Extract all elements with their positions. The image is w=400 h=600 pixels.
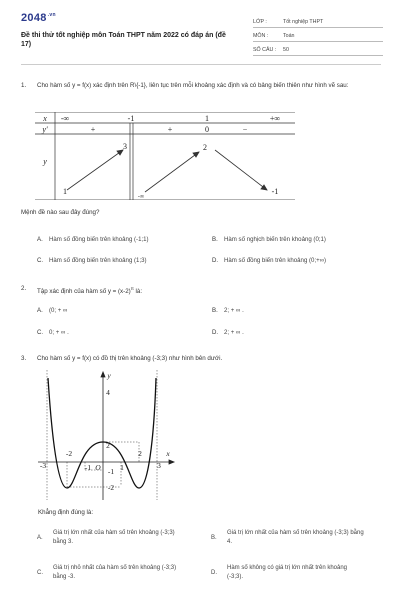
table-sign: − xyxy=(242,125,248,134)
variation-table xyxy=(35,112,295,200)
option-b[interactable]: B. 2; + ∞ . xyxy=(212,307,244,314)
graph-origin: O xyxy=(95,463,101,472)
meta-count: SỐ CÂU : 50 xyxy=(253,47,383,53)
option-c[interactable]: C. 0; + ∞ . xyxy=(37,329,69,336)
option-b[interactable]: B. Hàm số nghịch biến trên khoảng (0;1) xyxy=(212,236,326,243)
graph-y-label: y xyxy=(107,371,111,380)
question-1-prompt: Mệnh đề nào sau đây đúng? xyxy=(21,209,100,216)
graph-label: -1 xyxy=(84,463,92,472)
graph-label: -2 xyxy=(107,483,115,492)
table-sign: 0 xyxy=(205,125,209,134)
graph-label: -2 xyxy=(65,449,73,458)
table-yprime-label: y' xyxy=(42,125,48,134)
site-logo[interactable]: $2048^{.vn}$ xyxy=(21,12,56,24)
meta-class: LỚP : Tốt nghiệp THPT xyxy=(253,19,383,25)
graph-label: 4 xyxy=(106,388,110,397)
option-d[interactable]: D. Hàm số đồng biến trên khoảng (0;+∞) xyxy=(212,257,327,264)
option-d[interactable]: D. Hàm số không có giá trị lớn nhất trên khoảng (-3;3). xyxy=(211,565,348,580)
table-x-val: -∞ xyxy=(60,114,70,123)
option-a[interactable]: A. Hàm số đồng biến trên khoảng (-1;1) xyxy=(37,236,149,243)
table-x-val: 1 xyxy=(205,114,209,123)
table-sign: + xyxy=(167,125,173,134)
graph-label: 1 xyxy=(120,463,124,472)
table-x-val: +∞ xyxy=(269,114,281,123)
option-a[interactable]: A. (0; + ∞ xyxy=(37,307,68,314)
question-3-prompt: Khẳng định đúng là: xyxy=(38,509,94,516)
function-graph xyxy=(38,370,176,500)
option-c[interactable]: C. Hàm số đồng biến trên khoảng (1;3) xyxy=(37,257,147,264)
graph-label: 3 xyxy=(157,461,161,470)
table-y-val: 3 xyxy=(123,142,127,151)
table-y-label: y xyxy=(43,157,47,166)
function-curve xyxy=(48,378,156,488)
table-x-val: -1 xyxy=(127,114,135,123)
question-text: Cho hàm số y = f(x) có đồ thị trên khoảng (-3;3) như hình bên dưới. xyxy=(37,355,223,362)
option-c[interactable]: C. Giá trị nhỏ nhất của hàm số trên khoảng (-3;3) bằng -3. xyxy=(37,565,177,580)
graph-label: -3 xyxy=(39,461,47,470)
page: $2048^{.vn}$ Đề thi thử tốt nghiệp môn Toán THPT năm 2022 có đáp án (đề 17) LỚP : Tốt nghiệp THPT MÔN : Toán SỐ CÂU : 50 1. Cho hàm số y = f(x) xác định trên R\{-1}, liên tục trên mỗi khoảng xác định và có bảng biến thiên như hình vẽ sau: x y' y -∞ -1 1 +∞ + + 0 − 1 3 -∞ 2 -1 Mệnh đề nào sau đây đúng? A. Hàm số đồng biến trên khoảng (-1;1) B. Hàm số nghịch biến trên khoảng (0;1) C. Hàm số đồng biến trên khoảng (1;3) D. Hàm số đồng biến trên khoảng (0;+∞) 2. Tập xác định của hàm số $y = (x-2)^\pi$ là: A. (0; + ∞ B. 2; + ∞ . C. 0; + ∞ . D. 2; + ∞ . 3. Cho hàm số y = f(x) có đồ thị trên khoảng (-3;3) như hình bên dưới. y x O 4 2 -1 -2 -3 -2 -1 1 2 3 Khẳng định đúng là: A. Giá trị lớn nhất của hàm số trên khoảng (-3;3) bằng 3. B. Giá trị lớn nhất của hàm số trên khoảng (-3;3) bằng 4. C. Giá trị nhỏ nhất của hàm số trên khoảng (-3;3) bằng -3. D. Hàm số không có giá trị lớn nhất trên khoảng (-3;3). xyxy=(0,0,400,600)
page-title: Đề thi thử tốt nghiệp môn Toán THPT năm 2022 có đáp án (đề 17) xyxy=(21,32,226,48)
graph-x-label: x xyxy=(166,449,170,458)
table-y-val: -∞ xyxy=(137,194,145,200)
table-y-val: 2 xyxy=(203,143,207,152)
table-sign: + xyxy=(90,125,96,134)
option-a[interactable]: A. Giá trị lớn nhất của hàm số trên khoảng (-3;3) bằng 3. xyxy=(37,530,175,545)
meta-subject: MÔN : Toán xyxy=(253,33,383,39)
table-y-val: 1 xyxy=(63,187,67,196)
graph-label: 2 xyxy=(138,449,142,458)
option-b[interactable]: B. Giá trị lớn nhất của hàm số trên khoảng (-3;3) bằng 4. xyxy=(211,530,364,545)
option-d[interactable]: D. 2; + ∞ . xyxy=(212,329,244,336)
question-text: Tập xác định của hàm số $y = (x-2)^\pi$ là: xyxy=(37,286,143,296)
question-text: Cho hàm số y = f(x) xác định trên R\{-1}, liên tục trên mỗi khoảng xác định và có bảng biến thiên như hình vẽ sau: xyxy=(37,82,349,89)
graph-label: 2 xyxy=(106,441,110,450)
header-divider xyxy=(21,64,381,65)
table-y-val: -1 xyxy=(271,187,279,196)
table-x-label: x xyxy=(43,114,47,123)
graph-label: -1 xyxy=(107,467,115,476)
